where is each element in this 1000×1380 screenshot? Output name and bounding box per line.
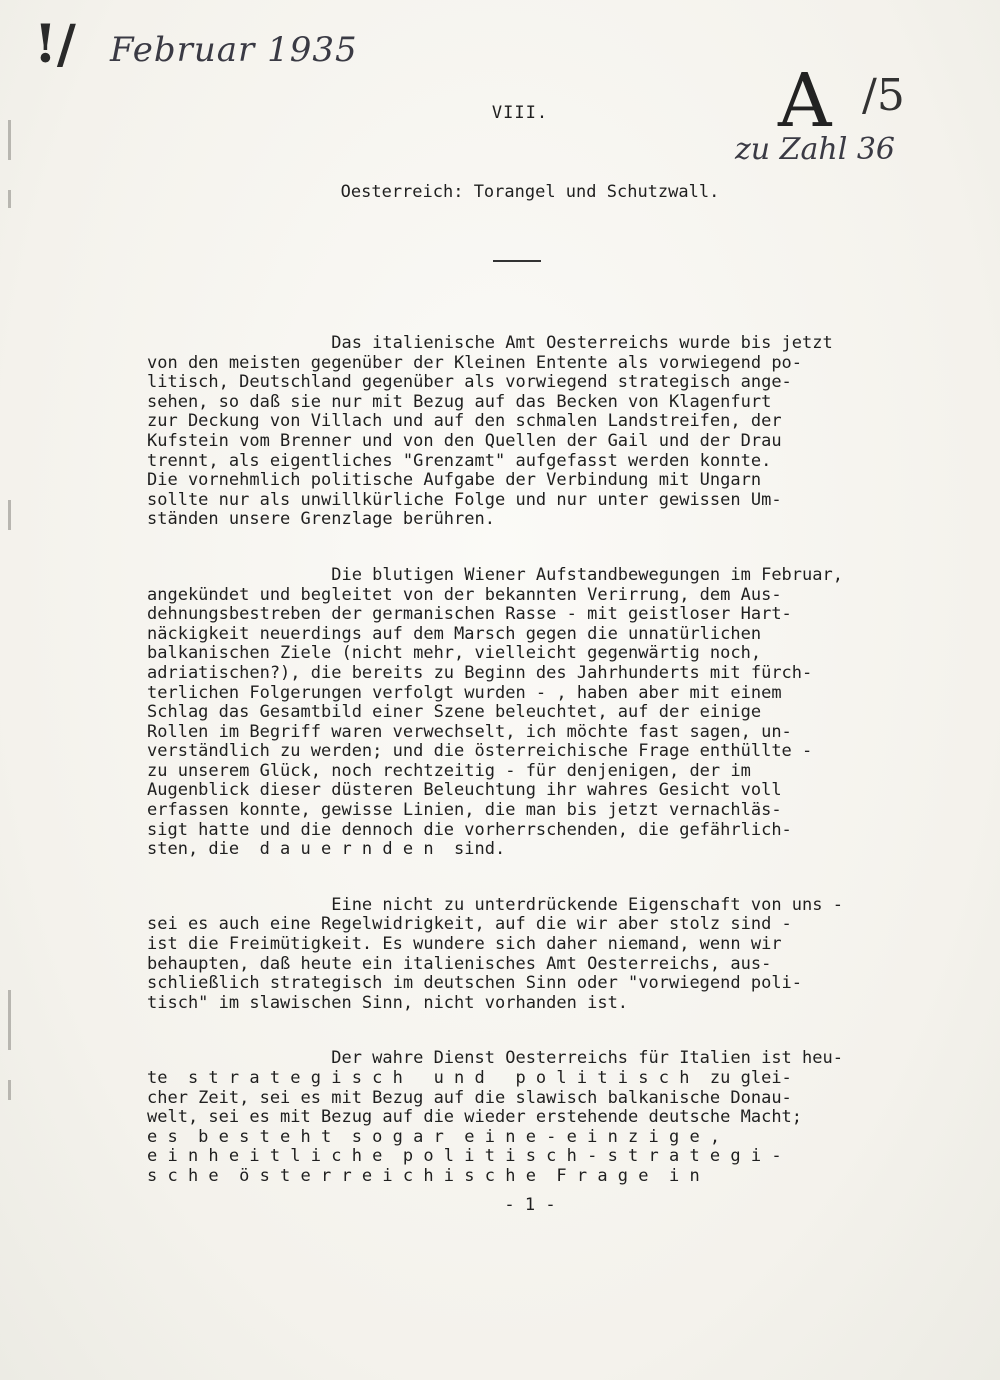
text-line: von den meisten gegenüber der Kleinen Entente als vorwiegend po- (147, 352, 803, 373)
paragraph-4 (147, 1049, 927, 1186)
handwritten-date: Februar 1935 (110, 30, 358, 70)
text-line: behaupten, daß heute ein italienisches Amt Oesterreichs, aus- (147, 953, 772, 974)
paragraph-2 (147, 566, 927, 860)
text-line: näckigkeit neuerdings auf dem Marsch gegen die unnatürlichen (147, 623, 762, 644)
text-line: cher Zeit, sei es mit Bezug auf die slawisch balkanische Donau- (147, 1087, 792, 1108)
text-line: Der wahre Dienst Oesterreichs für Italien ist heu- (147, 1048, 843, 1069)
text-line: welt, sei es mit Bezug auf die wieder erstehende deutsche Macht; (147, 1107, 803, 1128)
text-line: dehnungsbestreben der germanischen Rasse - mit geistloser Hart- (147, 604, 792, 625)
paragraph-1 (147, 334, 927, 530)
title-divider (493, 260, 541, 262)
text-line: s c h e ö s t e r r e i c h i s c h e F r a g e i n (147, 1165, 700, 1186)
binding-edge-marks (8, 120, 12, 1120)
text-line: Die vornehmlich politische Aufgabe der Verbindung mit Ungarn (147, 470, 762, 491)
text-line: e s b e s t e h t s o g a r e i n e - e i n z i g e , (147, 1126, 721, 1147)
text-line: zur Deckung von Villach und auf den schmalen Landstreifen, der (147, 411, 782, 432)
text-line: Rollen im Begriff waren verwechselt, ich möchte fast sagen, un- (147, 721, 792, 742)
text-line: sten, die d a u e r n d e n sind. (147, 839, 506, 860)
page-number: - 1 - (504, 1195, 556, 1215)
text-line: tisch" im slawischen Sinn, nicht vorhanden ist. (147, 992, 629, 1013)
text-line: Die blutigen Wiener Aufstandbewegungen im Februar, (147, 564, 843, 585)
text-line: sollte nur als unwillkürliche Folge und nur unter gewissen Um- (147, 489, 782, 510)
text-line: sehen, so daß sie nur mit Bezug auf das Becken von Klagenfurt (147, 391, 772, 412)
text-line: ständen unsere Grenzlage berühren. (147, 509, 495, 530)
text-line: adriatischen?), die bereits zu Beginn des Jahrhunderts mit fürch- (147, 662, 813, 683)
text-line: Eine nicht zu unterdrückende Eigenschaft von uns - (147, 894, 843, 915)
document-title: Oesterreich: Torangel und Schutzwall. (340, 182, 720, 202)
text-line: schließlich strategisch im deutschen Sinn oder "vorwiegend poli- (147, 973, 803, 994)
text-line: e i n h e i t l i c h e p o l i t i s c h - s t r a t e g i - (147, 1146, 782, 1167)
text-line: terlichen Folgerungen verfolgt wurden - , haben aber mit einem (147, 682, 782, 703)
paragraph-3 (147, 896, 927, 1014)
text-line: balkanischen Ziele (nicht mehr, vielleicht gegenwärtig noch, (147, 643, 762, 664)
text-line: sigt hatte und die dennoch die vorherrschenden, die gefährlich- (147, 819, 792, 840)
chapter-number: VIII. (491, 103, 549, 123)
handwritten-corner-mark: !/ (34, 14, 76, 75)
text-line: Schlag das Gesamtbild einer Szene beleuchtet, auf der einige (147, 702, 762, 723)
text-line: Augenblick dieser düsteren Beleuchtung ihr wahres Gesicht voll (147, 780, 782, 801)
text-line: angekündet und begleitet von der bekannten Verirrung, dem Aus- (147, 584, 782, 605)
handwritten-slash-number: /5 (862, 70, 905, 121)
handwritten-reference: zu Zahl 36 (735, 132, 896, 167)
text-line: litisch, Deutschland gegenüber als vorwiegend strategisch ange- (147, 372, 792, 393)
text-line: Kufstein vom Brenner und von den Quellen der Gail und der Drau (147, 430, 782, 451)
text-line: erfassen konnte, gewisse Linien, die man bis jetzt vernachläs- (147, 800, 782, 821)
text-line: zu unserem Glück, noch rechtzeitig - für denjenigen, der im (147, 760, 751, 781)
text-line: trennt, als eigentliches "Grenzamt" aufgefasst werden konnte. (147, 450, 772, 471)
text-line: verständlich zu werden; und die österreichische Frage enthüllte - (147, 741, 813, 762)
document-body (147, 334, 927, 1223)
text-line: Das italienische Amt Oesterreichs wurde bis jetzt (147, 333, 833, 353)
text-line: te s t r a t e g i s c h u n d p o l i t i s c h zu glei- (147, 1068, 792, 1088)
text-line: sei es auch eine Regelwidrigkeit, auf die wir aber stolz sind - (147, 914, 792, 935)
text-line: ist die Freimütigkeit. Es wundere sich daher niemand, wenn wir (147, 934, 782, 955)
handwritten-letter-a: A (778, 58, 832, 144)
